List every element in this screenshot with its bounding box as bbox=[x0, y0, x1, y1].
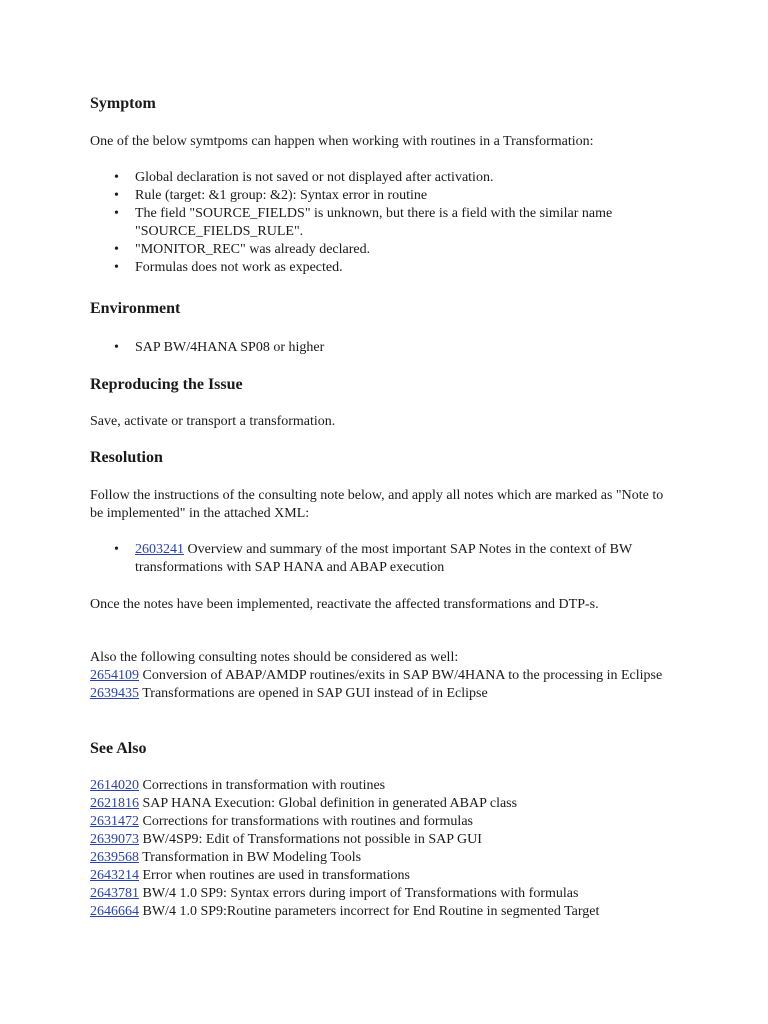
list-item bbox=[90, 885, 690, 903]
note-link-2614020[interactable]: 2614020 bbox=[90, 778, 139, 793]
list-item: • The field "SOURCE_FIELDS" is unknown, but there is a field with the similar name "SOURCE_FIELDS_RULE". bbox=[90, 205, 690, 241]
note-description: Error when routines are used in transformations bbox=[139, 868, 410, 883]
list-item: • Formulas does not work as expected. bbox=[90, 259, 690, 277]
note-link-2639073[interactable]: 2639073 bbox=[90, 832, 139, 847]
note-description: SAP HANA Execution: Global definition in generated ABAP class bbox=[139, 796, 518, 811]
list-item bbox=[90, 795, 690, 813]
note-description: Transformations are opened in SAP GUI instead of in Eclipse bbox=[139, 686, 488, 701]
note-link-2646664[interactable]: 2646664 bbox=[90, 904, 139, 919]
note-description: Conversion of ABAP/AMDP routines/exits in SAP BW/4HANA to the processing in Eclipse bbox=[139, 668, 663, 683]
note-link-2639568[interactable]: 2639568 bbox=[90, 850, 139, 865]
environment-heading: Environment bbox=[90, 300, 181, 317]
also-intro: Also the following consulting notes should be considered as well: bbox=[90, 650, 459, 665]
symptom-list bbox=[90, 169, 690, 277]
note-description: Corrections in transformation with routines bbox=[139, 778, 386, 793]
list-item bbox=[90, 813, 690, 831]
list-item bbox=[90, 777, 690, 795]
list-item: • Global declaration is not saved or not displayed after activation. bbox=[90, 169, 690, 187]
environment-list bbox=[90, 339, 690, 357]
list-item: • Rule (target: &1 group: &2): Syntax error in routine bbox=[90, 187, 690, 205]
symptom-heading: Symptom bbox=[90, 95, 156, 112]
note-link-2631472[interactable]: 2631472 bbox=[90, 814, 139, 829]
note-description: Transformation in BW Modeling Tools bbox=[139, 850, 362, 865]
note-link-2654109[interactable]: 2654109 bbox=[90, 668, 139, 683]
note-description: Overview and summary of the most important SAP Notes in the context of BW transformations with SAP HANA and ABAP execution bbox=[135, 542, 632, 575]
list-item bbox=[90, 667, 670, 685]
resolution-note-list bbox=[90, 541, 690, 577]
see-also-heading: See Also bbox=[90, 740, 147, 757]
list-item bbox=[90, 903, 690, 921]
list-item bbox=[90, 541, 690, 577]
reproducing-heading: Reproducing the Issue bbox=[90, 376, 243, 393]
see-also-list bbox=[90, 777, 690, 921]
list-item bbox=[90, 685, 690, 703]
list-item bbox=[90, 867, 690, 885]
symptom-intro: One of the below symtpoms can happen when working with routines in a Transformation: bbox=[90, 134, 594, 149]
note-description: BW/4SP9: Edit of Transformations not possible in SAP GUI bbox=[139, 832, 482, 847]
list-item: • SAP BW/4HANA SP08 or higher bbox=[90, 339, 690, 357]
note-description: Corrections for transformations with routines and formulas bbox=[139, 814, 473, 829]
list-item bbox=[90, 831, 690, 849]
list-item bbox=[90, 849, 690, 867]
note-link-2621816[interactable]: 2621816 bbox=[90, 796, 139, 811]
resolution-heading: Resolution bbox=[90, 449, 163, 466]
reproducing-text: Save, activate or transport a transformation. bbox=[90, 414, 336, 429]
note-link-2639435[interactable]: 2639435 bbox=[90, 686, 139, 701]
resolution-intro: Follow the instructions of the consulting note below, and apply all notes which are marked as "Note to be implemented" in the attached XML: bbox=[90, 488, 664, 521]
note-description: BW/4 1.0 SP9:Routine parameters incorrect for End Routine in segmented Target bbox=[139, 904, 600, 919]
note-link-2643214[interactable]: 2643214 bbox=[90, 868, 139, 883]
also-notes-block bbox=[90, 649, 690, 703]
note-description: BW/4 1.0 SP9: Syntax errors during import of Transformations with formulas bbox=[139, 886, 579, 901]
resolution-after-text: Once the notes have been implemented, reactivate the affected transformations and DTP-s. bbox=[90, 597, 599, 612]
list-item: • "MONITOR_REC" was already declared. bbox=[90, 241, 690, 259]
note-link-2643781[interactable]: 2643781 bbox=[90, 886, 139, 901]
note-link-2603241[interactable]: 2603241 bbox=[135, 542, 184, 557]
